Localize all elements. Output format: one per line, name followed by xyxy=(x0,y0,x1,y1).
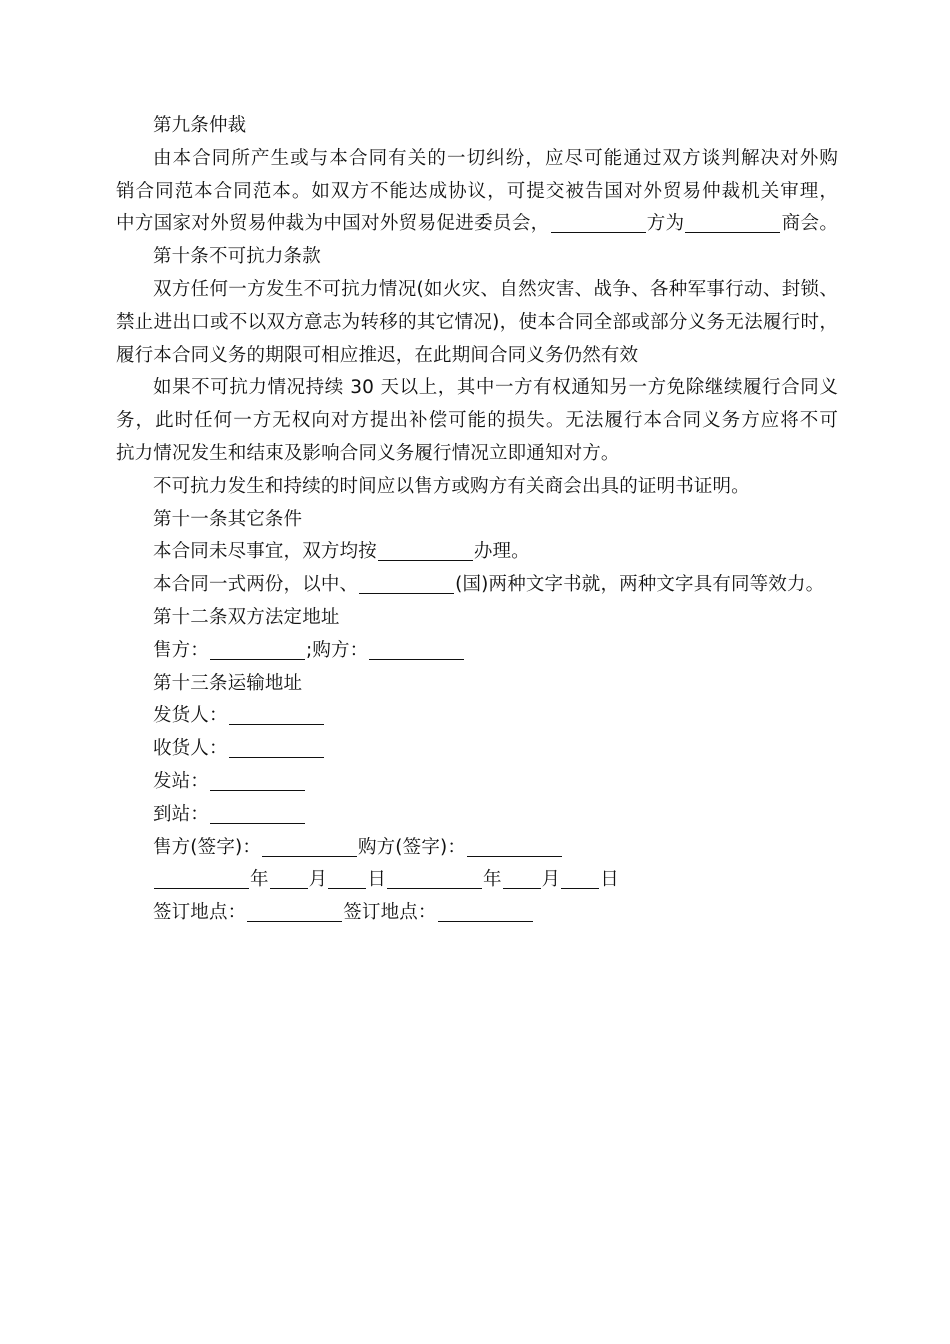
month-label: 月 xyxy=(308,869,328,891)
departure-station-label: 发站： xyxy=(153,770,209,792)
blank-field xyxy=(229,737,324,758)
arrival-station-line xyxy=(116,799,838,832)
consignee-label: 收货人： xyxy=(153,738,228,760)
seller-signature-label: 售方(签字)： xyxy=(153,836,261,858)
arrival-station-label: 到站： xyxy=(153,803,209,825)
article-9-line-3-text-b: 方为 xyxy=(646,213,685,235)
seller-address-label: 售方： xyxy=(153,639,209,661)
article-10-p2-line-1: 如果不可抗力情况持续 30 天以上，其中一方有权通知另一方免除继续履行合同义 xyxy=(153,377,838,399)
article-10-p2-line-3: 抗力情况发生和结束及影响合同义务履行情况立即通知对方。 xyxy=(116,442,620,464)
signing-place-label: 签订地点： xyxy=(343,902,437,924)
consignor-line xyxy=(116,700,838,733)
article-11-line-1-text-a: 本合同未尽事宜，双方均按 xyxy=(153,541,377,563)
signing-place-label: 签订地点： xyxy=(153,902,247,924)
blank-field xyxy=(551,212,646,233)
year-label: 年 xyxy=(482,869,502,891)
month-label: 月 xyxy=(541,869,561,891)
blank-field xyxy=(270,868,308,889)
blank-field xyxy=(328,868,366,889)
consignee-line xyxy=(116,733,838,766)
blank-field xyxy=(369,639,464,660)
article-10-p1-line-1: 双方任何一方发生不可抗力情况(如火灾、自然灾害、战争、各种军事行动、封锁、 xyxy=(153,278,838,300)
day-label: 日 xyxy=(600,869,619,891)
article-9-title: 第九条仲裁 xyxy=(153,115,247,136)
article-9-line-3-text-c: 商会。 xyxy=(781,213,839,235)
blank-field xyxy=(154,868,249,889)
article-9-line-1: 由本合同所产生或与本合同有关的一切纠纷，应尽可能通过双方谈判解决对外购 xyxy=(153,147,838,169)
blank-field xyxy=(467,836,562,857)
article-11-line-2-text-a: 本合同一式两份，以中、 xyxy=(153,574,359,596)
blank-field xyxy=(210,770,305,791)
year-label: 年 xyxy=(250,869,269,891)
blank-field xyxy=(378,540,473,561)
article-11-title: 第十一条其它条件 xyxy=(153,508,303,530)
legal-address-line xyxy=(116,635,838,668)
article-10-p1-line-2: 禁止进出口或不以双方意志为转移的其它情况)，使本合同全部或部分义务无法履行时， xyxy=(116,311,838,333)
article-11-line-2-text-b: (国)两种文字书就，两种文字具有同等效力。 xyxy=(455,574,825,596)
buyer-signature-label: 购方(签字)： xyxy=(358,836,466,858)
blank-field xyxy=(438,901,533,922)
article-10-title: 第十条不可抗力条款 xyxy=(153,246,321,268)
signing-place-line xyxy=(116,897,838,930)
article-9-line-2: 销合同范本合同范本。如双方不能达成协议，可提交被告国对外贸易仲裁机关审理， xyxy=(116,180,838,202)
blank-field xyxy=(387,868,482,889)
blank-field xyxy=(359,573,454,594)
date-line xyxy=(116,864,838,897)
article-9-line-3 xyxy=(116,208,838,241)
blank-field xyxy=(210,639,305,660)
blank-field xyxy=(561,868,599,889)
article-13-title: 第十三条运输地址 xyxy=(153,672,303,694)
blank-field xyxy=(262,836,357,857)
article-11-line-2 xyxy=(116,569,838,602)
article-10-p1-line-3: 履行本合同义务的期限可相应推迟，在此期间合同义务仍然有效 xyxy=(116,344,639,366)
buyer-address-label: ;购方： xyxy=(305,639,369,661)
article-9-line-3-text-a: 中方国家对外贸易仲裁为中国对外贸易促进委员会， xyxy=(116,213,550,235)
article-10-p2-line-2: 务，此时任何一方无权向对方提出补偿可能的损失。无法履行本合同义务方应将不可 xyxy=(116,410,838,432)
departure-station-line xyxy=(116,766,838,799)
blank-field xyxy=(503,868,541,889)
blank-field xyxy=(685,212,780,233)
blank-field xyxy=(210,803,305,824)
contract-body xyxy=(116,110,838,930)
day-label: 日 xyxy=(367,869,386,891)
blank-field xyxy=(247,901,342,922)
article-11-line-1-text-b: 办理。 xyxy=(473,541,530,563)
article-10-p3: 不可抗力发生和持续的时间应以售方或购方有关商会出具的证明书证明。 xyxy=(153,475,750,497)
consignor-label: 发货人： xyxy=(153,705,228,727)
signature-line xyxy=(116,832,838,865)
article-12-title: 第十二条双方法定地址 xyxy=(153,606,340,628)
article-11-line-1 xyxy=(116,536,838,569)
blank-field xyxy=(229,704,324,725)
